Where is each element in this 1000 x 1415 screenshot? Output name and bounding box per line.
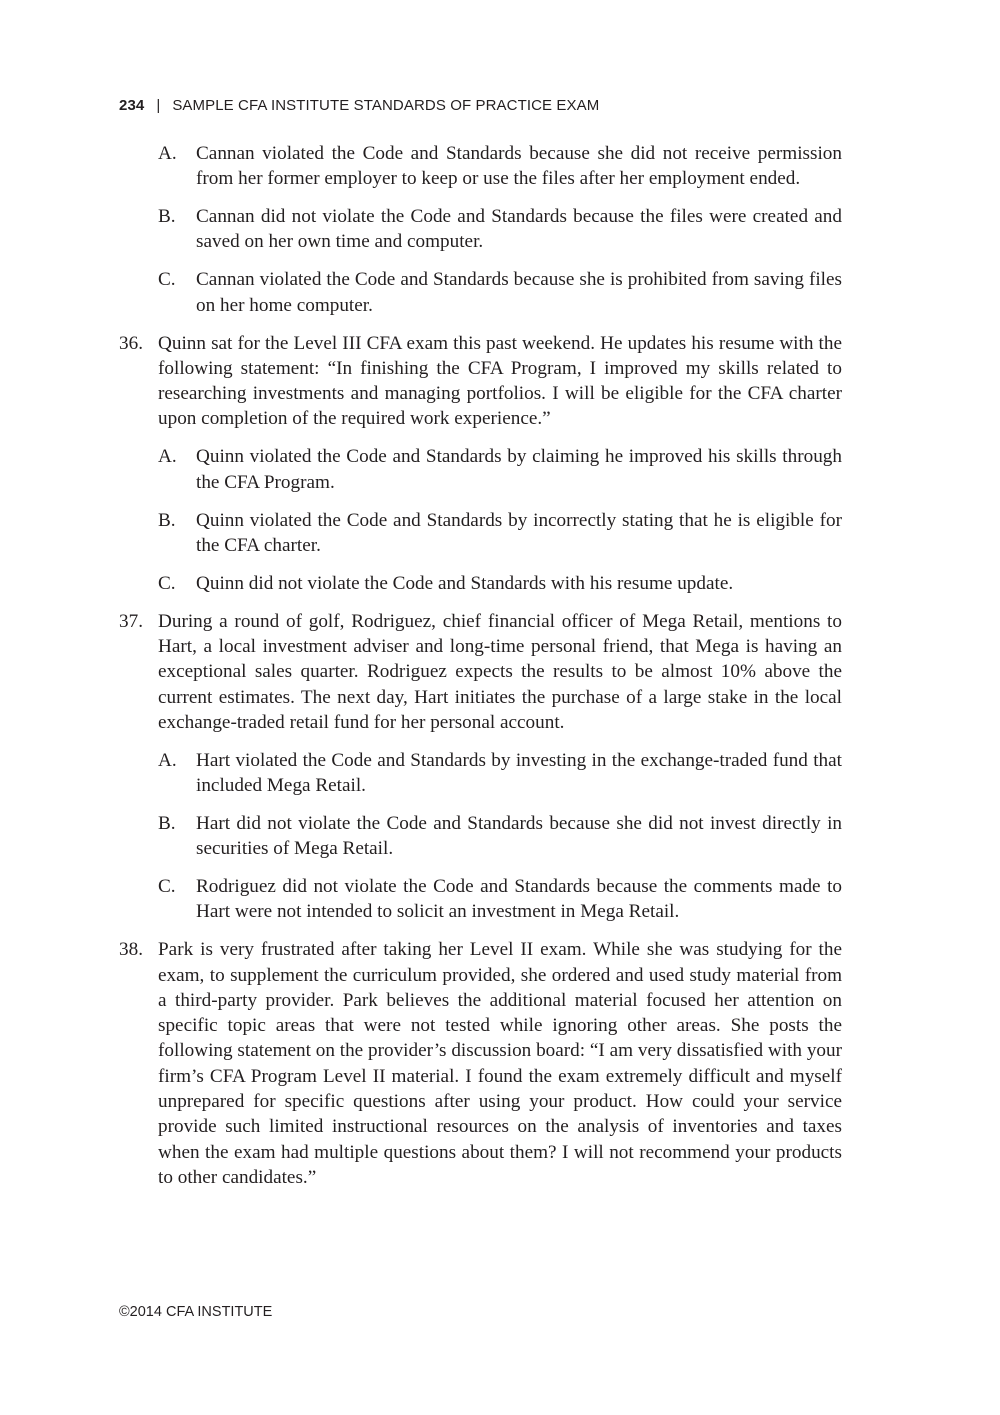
option-text: Hart violated the Code and Standards by investing in the exchange-traded fund that included Mega Retail. [196, 749, 842, 796]
question-text: During a round of golf, Rodriguez, chief financial officer of Mega Retail, mentions to Hart, a local investment adviser and long-time personal friend, that Mega is having an exceptional sales quarter. Rodriguez expects the results to be almost 10% above the current estimates. The next day, Hart initiates the purchase of a large stake in the local exchange-traded retail fund for her personal account. [158, 610, 842, 733]
option-text: Cannan did not violate the Code and Standards because the files were created and saved on her own time and computer. [196, 206, 842, 253]
answer-option [158, 204, 842, 255]
answer-option [158, 267, 842, 318]
option-label: C. [158, 876, 176, 898]
option-label: A. [158, 749, 177, 771]
running-title: SAMPLE CFA INSTITUTE STANDARDS OF PRACTICE EXAM [172, 97, 600, 114]
option-label: B. [158, 812, 176, 834]
answer-option [158, 141, 842, 192]
question-text: Park is very frustrated after taking her Level II exam. While she was studying for the exam, to supplement the curriculum provided, she ordered and used study material from a third-party provider. Park believes the additional material focused her attention on specific topic areas that were not tested while ignoring other areas. She posts the following statement on the provider’s discussion board: “I am very dissatisfied with your firm’s CFA Program Level II material. I found the exam extremely difficult and myself unprepared for specific questions after using your product. How could your service provide such limited instructional resources on the analysis of inventories and taxes when the exam had multiple questions about them? I will not recommend your products to other candidates.” [158, 939, 842, 1188]
option-text: Cannan violated the Code and Standards because she did not receive permission from her former employer to keep or use the files after her employment ended. [196, 143, 842, 190]
answer-option [158, 874, 842, 925]
answer-option [158, 444, 842, 495]
option-label: B. [158, 206, 176, 228]
continued-question-options [119, 141, 842, 318]
question-text: Quinn sat for the Level III CFA exam this past weekend. He updates his resume with the following statement: “In finishing the CFA Program, I improved my skills related to researching investments and managing portfolios. I will be eligible for the CFA charter upon completion of the required work experience.” [158, 332, 842, 430]
option-text: Rodriguez did not violate the Code and Standards because the comments made to Hart were not intended to solicit an investment in Mega Retail. [196, 876, 842, 923]
answer-option [158, 748, 842, 799]
question-stem [119, 609, 842, 735]
copyright-footer: ©2014 CFA INSTITUTE [119, 1304, 273, 1320]
option-label: A. [158, 446, 177, 468]
option-text: Quinn violated the Code and Standards by claiming he improved his skills through the CFA Program. [196, 446, 842, 493]
option-label: A. [158, 143, 177, 164]
option-label: C. [158, 269, 176, 291]
question-number: 38. [119, 939, 143, 961]
option-text: Cannan violated the Code and Standards because she is prohibited from saving files on her home computer. [196, 269, 842, 316]
option-label: B. [158, 509, 176, 531]
answer-option [158, 571, 842, 596]
question-stem [119, 331, 842, 432]
page-number: 234 [119, 97, 145, 114]
option-text: Quinn did not violate the Code and Standards with his resume update. [196, 572, 734, 594]
question-stem [119, 937, 842, 1190]
answer-option [158, 811, 842, 862]
question-38 [119, 937, 842, 1190]
question-37 [119, 609, 842, 925]
option-text: Quinn violated the Code and Standards by incorrectly stating that he is eligible for the CFA charter. [196, 509, 842, 556]
option-text: Hart did not violate the Code and Standards because she did not invest directly in securities of Mega Retail. [196, 812, 842, 860]
header-separator: | [156, 97, 161, 114]
question-number: 36. [119, 332, 143, 354]
answer-option [158, 508, 842, 559]
running-header [119, 97, 599, 114]
question-36 [119, 331, 842, 596]
option-label: C. [158, 572, 176, 594]
question-number: 37. [119, 610, 143, 632]
page-body [119, 141, 842, 1190]
